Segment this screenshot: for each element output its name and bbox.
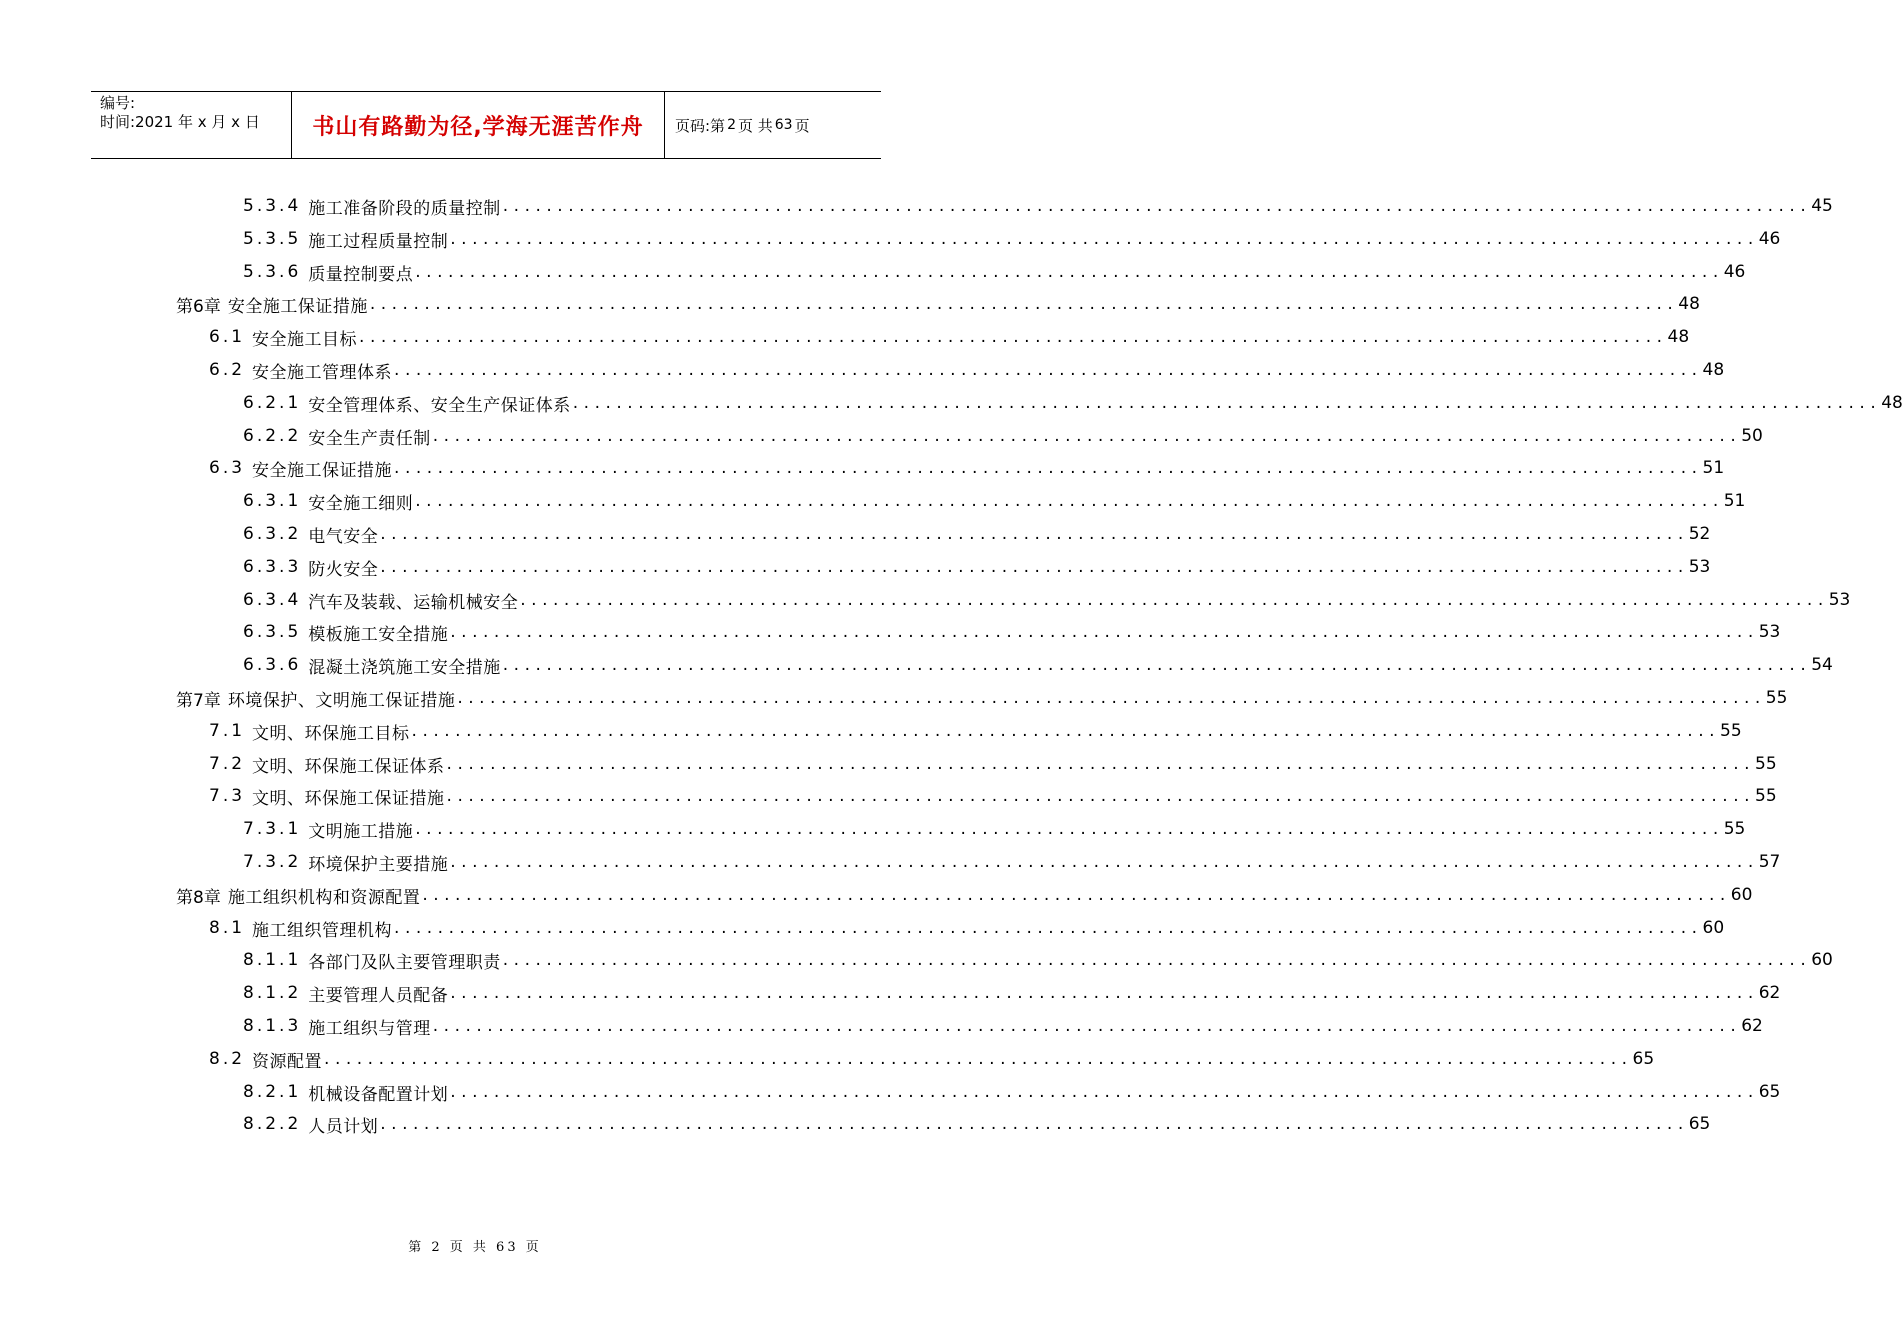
page-footer: 第 2 页 共 63 页 <box>408 1240 542 1255</box>
toc-entry[interactable] <box>243 518 1711 550</box>
toc-entry-page: 53 <box>1758 622 1781 642</box>
toc-entry-title: 安全施工管理体系 <box>252 362 393 383</box>
toc-entry[interactable] <box>243 485 1746 517</box>
toc-dot-leader: ........................................................................................................................ <box>422 885 1731 905</box>
toc-entry[interactable] <box>243 944 1833 976</box>
toc-entry[interactable] <box>209 1043 1655 1075</box>
toc-entry-page: 62 <box>1741 1016 1763 1036</box>
toc-entry[interactable] <box>243 551 1711 583</box>
toc-dot-leader: ........................................................................................................................ <box>380 524 1689 544</box>
toc-entry-title: 安全施工细则 <box>308 493 414 514</box>
toc-dot-leader: ........................................................................................................................ <box>520 590 1829 610</box>
toc-dot-leader: ........................................................................................................................ <box>369 294 1679 314</box>
toc-entry-number: 8.1.2 <box>243 983 302 1003</box>
toc-entry-title: 电气安全 <box>308 526 379 547</box>
toc-entry-page: 46 <box>1758 229 1781 249</box>
toc-dot-leader: ........................................................................................................................ <box>432 426 1742 446</box>
toc-entry-number: 7.3 <box>209 786 246 806</box>
toc-entry-number: 7.2 <box>209 754 246 774</box>
page-suffix: 页 <box>794 116 810 135</box>
toc-entry-number: 6.1 <box>209 327 246 347</box>
toc-entry-number: 8.2.2 <box>243 1114 302 1134</box>
toc-entry-page: 55 <box>1755 754 1777 774</box>
toc-entry[interactable] <box>176 682 1788 714</box>
toc-dot-leader: ........................................................................................................................ <box>502 655 1812 675</box>
toc-entry-title: 机械设备配置计划 <box>308 1084 449 1105</box>
toc-entry-title: 施工组织管理机构 <box>252 920 393 941</box>
toc-entry-title: 资源配置 <box>252 1051 323 1072</box>
toc-entry-page: 48 <box>1881 393 1903 413</box>
toc-entry-title: 防火安全 <box>308 559 379 580</box>
toc-dot-leader: ........................................................................................................................ <box>446 754 1756 774</box>
toc-dot-leader: ........................................................................................................................ <box>450 622 1759 642</box>
toc-entry-page: 53 <box>1688 557 1711 577</box>
toc-entry-page: 48 <box>1678 294 1700 314</box>
toc-entry[interactable] <box>209 354 1725 386</box>
toc-entry-title: 施工组织与管理 <box>308 1018 431 1039</box>
toc-entry[interactable] <box>176 879 1753 911</box>
toc-entry-number: 8.2 <box>209 1049 246 1069</box>
toc-entry[interactable] <box>243 616 1781 648</box>
toc-dot-leader: ........................................................................................................................ <box>359 327 1668 347</box>
toc-entry-number: 7.3.2 <box>243 852 302 872</box>
toc-dot-leader: ........................................................................................................................ <box>394 918 1703 938</box>
toc-entry-page: 65 <box>1758 1082 1781 1102</box>
toc-entry-number: 5.3.5 <box>243 229 302 249</box>
toc-dot-leader: ........................................................................................................................ <box>380 557 1689 577</box>
toc-entry-title: 安全施工保证措施 <box>227 296 368 317</box>
header-motto: 书山有路勤为径,学海无涯苦作舟 <box>292 92 665 158</box>
toc-entry-page: 55 <box>1723 819 1746 839</box>
toc-entry[interactable] <box>243 584 1851 616</box>
header-page-info <box>665 92 881 158</box>
page-middle: 页 共 <box>737 116 773 135</box>
toc-dot-leader: ........................................................................................................................ <box>415 262 1724 282</box>
toc-entry[interactable] <box>243 1108 1711 1140</box>
toc-entry[interactable] <box>243 1076 1781 1108</box>
toc-dot-leader: ........................................................................................................................ <box>572 393 1882 413</box>
page-header <box>91 91 881 159</box>
toc-entry-title: 质量控制要点 <box>308 264 414 285</box>
toc-dot-leader: ........................................................................................................................ <box>394 458 1703 478</box>
toc-entry-title: 安全施工保证措施 <box>252 460 393 481</box>
toc-entry-number: 6.2.2 <box>243 426 302 446</box>
toc-entry[interactable] <box>243 649 1833 681</box>
toc-entry[interactable] <box>243 977 1781 1009</box>
toc-dot-leader: ........................................................................................................................ <box>380 1114 1689 1134</box>
toc-entry-page: 60 <box>1702 918 1725 938</box>
toc-entry-title: 模板施工安全措施 <box>308 624 449 645</box>
toc-entry[interactable] <box>243 1010 1763 1042</box>
toc-dot-leader: ........................................................................................................................ <box>450 229 1759 249</box>
toc-entry-number: 6.3.2 <box>243 524 302 544</box>
page-total: 63 <box>774 117 793 133</box>
toc-entry-page: 51 <box>1723 491 1746 511</box>
toc-entry-title: 环境保护主要措施 <box>308 854 449 875</box>
toc-entry-number: 5.3.6 <box>243 262 302 282</box>
toc-entry-number: 8.2.1 <box>243 1082 302 1102</box>
toc-entry-number: 6.2.1 <box>243 393 302 413</box>
toc-entry-page: 60 <box>1811 950 1833 970</box>
toc-entry-title: 施工准备阶段的质量控制 <box>308 198 501 219</box>
toc-entry-page: 60 <box>1730 885 1753 905</box>
toc-entry-number: 6.3 <box>209 458 246 478</box>
toc-entry-number: 第8章 <box>176 887 221 908</box>
toc-entry-page: 52 <box>1688 524 1711 544</box>
toc-entry-page: 54 <box>1811 655 1833 675</box>
serial-label: 编号: <box>100 94 136 112</box>
toc-entry-title: 安全施工目标 <box>252 329 358 350</box>
toc-entry-page: 53 <box>1828 590 1851 610</box>
toc-entry[interactable] <box>243 846 1781 878</box>
toc-entry-title: 文明、环保施工保证措施 <box>252 788 445 809</box>
toc-entry-title: 文明、环保施工目标 <box>252 723 410 744</box>
toc-entry-number: 7.1 <box>209 721 246 741</box>
toc-entry-number: 5.3.4 <box>243 196 302 216</box>
toc-entry-page: 46 <box>1723 262 1746 282</box>
toc-entry-title: 安全管理体系、安全生产保证体系 <box>308 395 571 416</box>
toc-entry-title: 施工组织机构和资源配置 <box>227 887 421 908</box>
toc-entry-number: 8.1 <box>209 918 246 938</box>
toc-entry-title: 文明施工措施 <box>308 821 414 842</box>
toc-entry-number: 7.3.1 <box>243 819 302 839</box>
toc-entry-page: 57 <box>1758 852 1781 872</box>
toc-entry-title: 安全生产责任制 <box>308 428 431 449</box>
toc-dot-leader: ........................................................................................................................ <box>446 786 1756 806</box>
toc-entry[interactable] <box>209 452 1725 484</box>
time-label: 时间:2021 年 x 月 x 日 <box>100 113 260 131</box>
toc-entry-page: 55 <box>1765 688 1788 708</box>
toc-dot-leader: ........................................................................................................................ <box>415 491 1724 511</box>
toc-entry-page: 55 <box>1720 721 1742 741</box>
toc-entry-page: 62 <box>1758 983 1781 1003</box>
toc-dot-leader: ........................................................................................................................ <box>394 360 1703 380</box>
toc-entry-number: 6.3.4 <box>243 590 302 610</box>
toc-dot-leader: ........................................................................................................................ <box>450 1082 1759 1102</box>
toc-entry-number: 6.3.3 <box>243 557 302 577</box>
toc-dot-leader: ........................................................................................................................ <box>415 819 1724 839</box>
toc-entry-number: 第7章 <box>176 690 221 711</box>
toc-entry-page: 51 <box>1702 458 1725 478</box>
toc-entry[interactable] <box>209 321 1690 353</box>
toc-entry-page: 65 <box>1688 1114 1711 1134</box>
toc-dot-leader: ........................................................................................................................ <box>411 721 1721 741</box>
toc-entry-page: 55 <box>1755 786 1777 806</box>
toc-entry[interactable] <box>176 288 1700 320</box>
toc-entry-title: 主要管理人员配备 <box>308 985 449 1006</box>
toc-entry-title: 环境保护、文明施工保证措施 <box>227 690 456 711</box>
toc-entry[interactable] <box>209 748 1777 780</box>
toc-entry[interactable] <box>243 223 1781 255</box>
toc-entry-title: 汽车及装载、运输机械安全 <box>308 592 519 613</box>
toc-entry-number: 第6章 <box>176 296 221 317</box>
toc-entry[interactable] <box>243 256 1746 288</box>
toc-dot-leader: ........................................................................................................................ <box>432 1016 1742 1036</box>
toc-entry-page: 48 <box>1667 327 1690 347</box>
toc-dot-leader: ........................................................................................................................ <box>457 688 1766 708</box>
toc-entry-title: 各部门及队主要管理职责 <box>308 952 501 973</box>
toc-entry-page: 65 <box>1632 1049 1655 1069</box>
toc-entry-page: 45 <box>1811 196 1833 216</box>
toc-entry-page: 50 <box>1741 426 1763 446</box>
toc-entry[interactable] <box>243 813 1746 845</box>
toc-entry[interactable] <box>243 420 1763 452</box>
toc-entry[interactable] <box>209 715 1742 747</box>
toc-entry-title: 文明、环保施工保证体系 <box>252 756 445 777</box>
toc-entry-page: 48 <box>1702 360 1725 380</box>
toc-dot-leader: ........................................................................................................................ <box>502 950 1812 970</box>
page-prefix: 页码:第 <box>675 116 726 135</box>
toc-entry-number: 6.2 <box>209 360 246 380</box>
toc-entry-title: 人员计划 <box>308 1116 379 1137</box>
toc-entry-number: 8.1.1 <box>243 950 302 970</box>
toc-dot-leader: ........................................................................................................................ <box>450 983 1759 1003</box>
toc-entry-title: 混凝土浇筑施工安全措施 <box>308 657 501 678</box>
toc-entry-title: 施工过程质量控制 <box>308 231 449 252</box>
toc-entry[interactable] <box>209 780 1777 812</box>
toc-dot-leader: ........................................................................................................................ <box>324 1049 1633 1069</box>
toc-entry[interactable] <box>209 912 1725 944</box>
toc-entry[interactable] <box>243 387 1903 419</box>
page-current: 2 <box>727 117 736 133</box>
toc-dot-leader: ........................................................................................................................ <box>450 852 1759 872</box>
header-meta <box>91 92 292 158</box>
toc-entry-number: 6.3.1 <box>243 491 302 511</box>
toc-entry-number: 8.1.3 <box>243 1016 302 1036</box>
toc-entry[interactable] <box>243 190 1833 222</box>
toc-entry-number: 6.3.6 <box>243 655 302 675</box>
toc-dot-leader: ........................................................................................................................ <box>502 196 1812 216</box>
toc-entry-number: 6.3.5 <box>243 622 302 642</box>
